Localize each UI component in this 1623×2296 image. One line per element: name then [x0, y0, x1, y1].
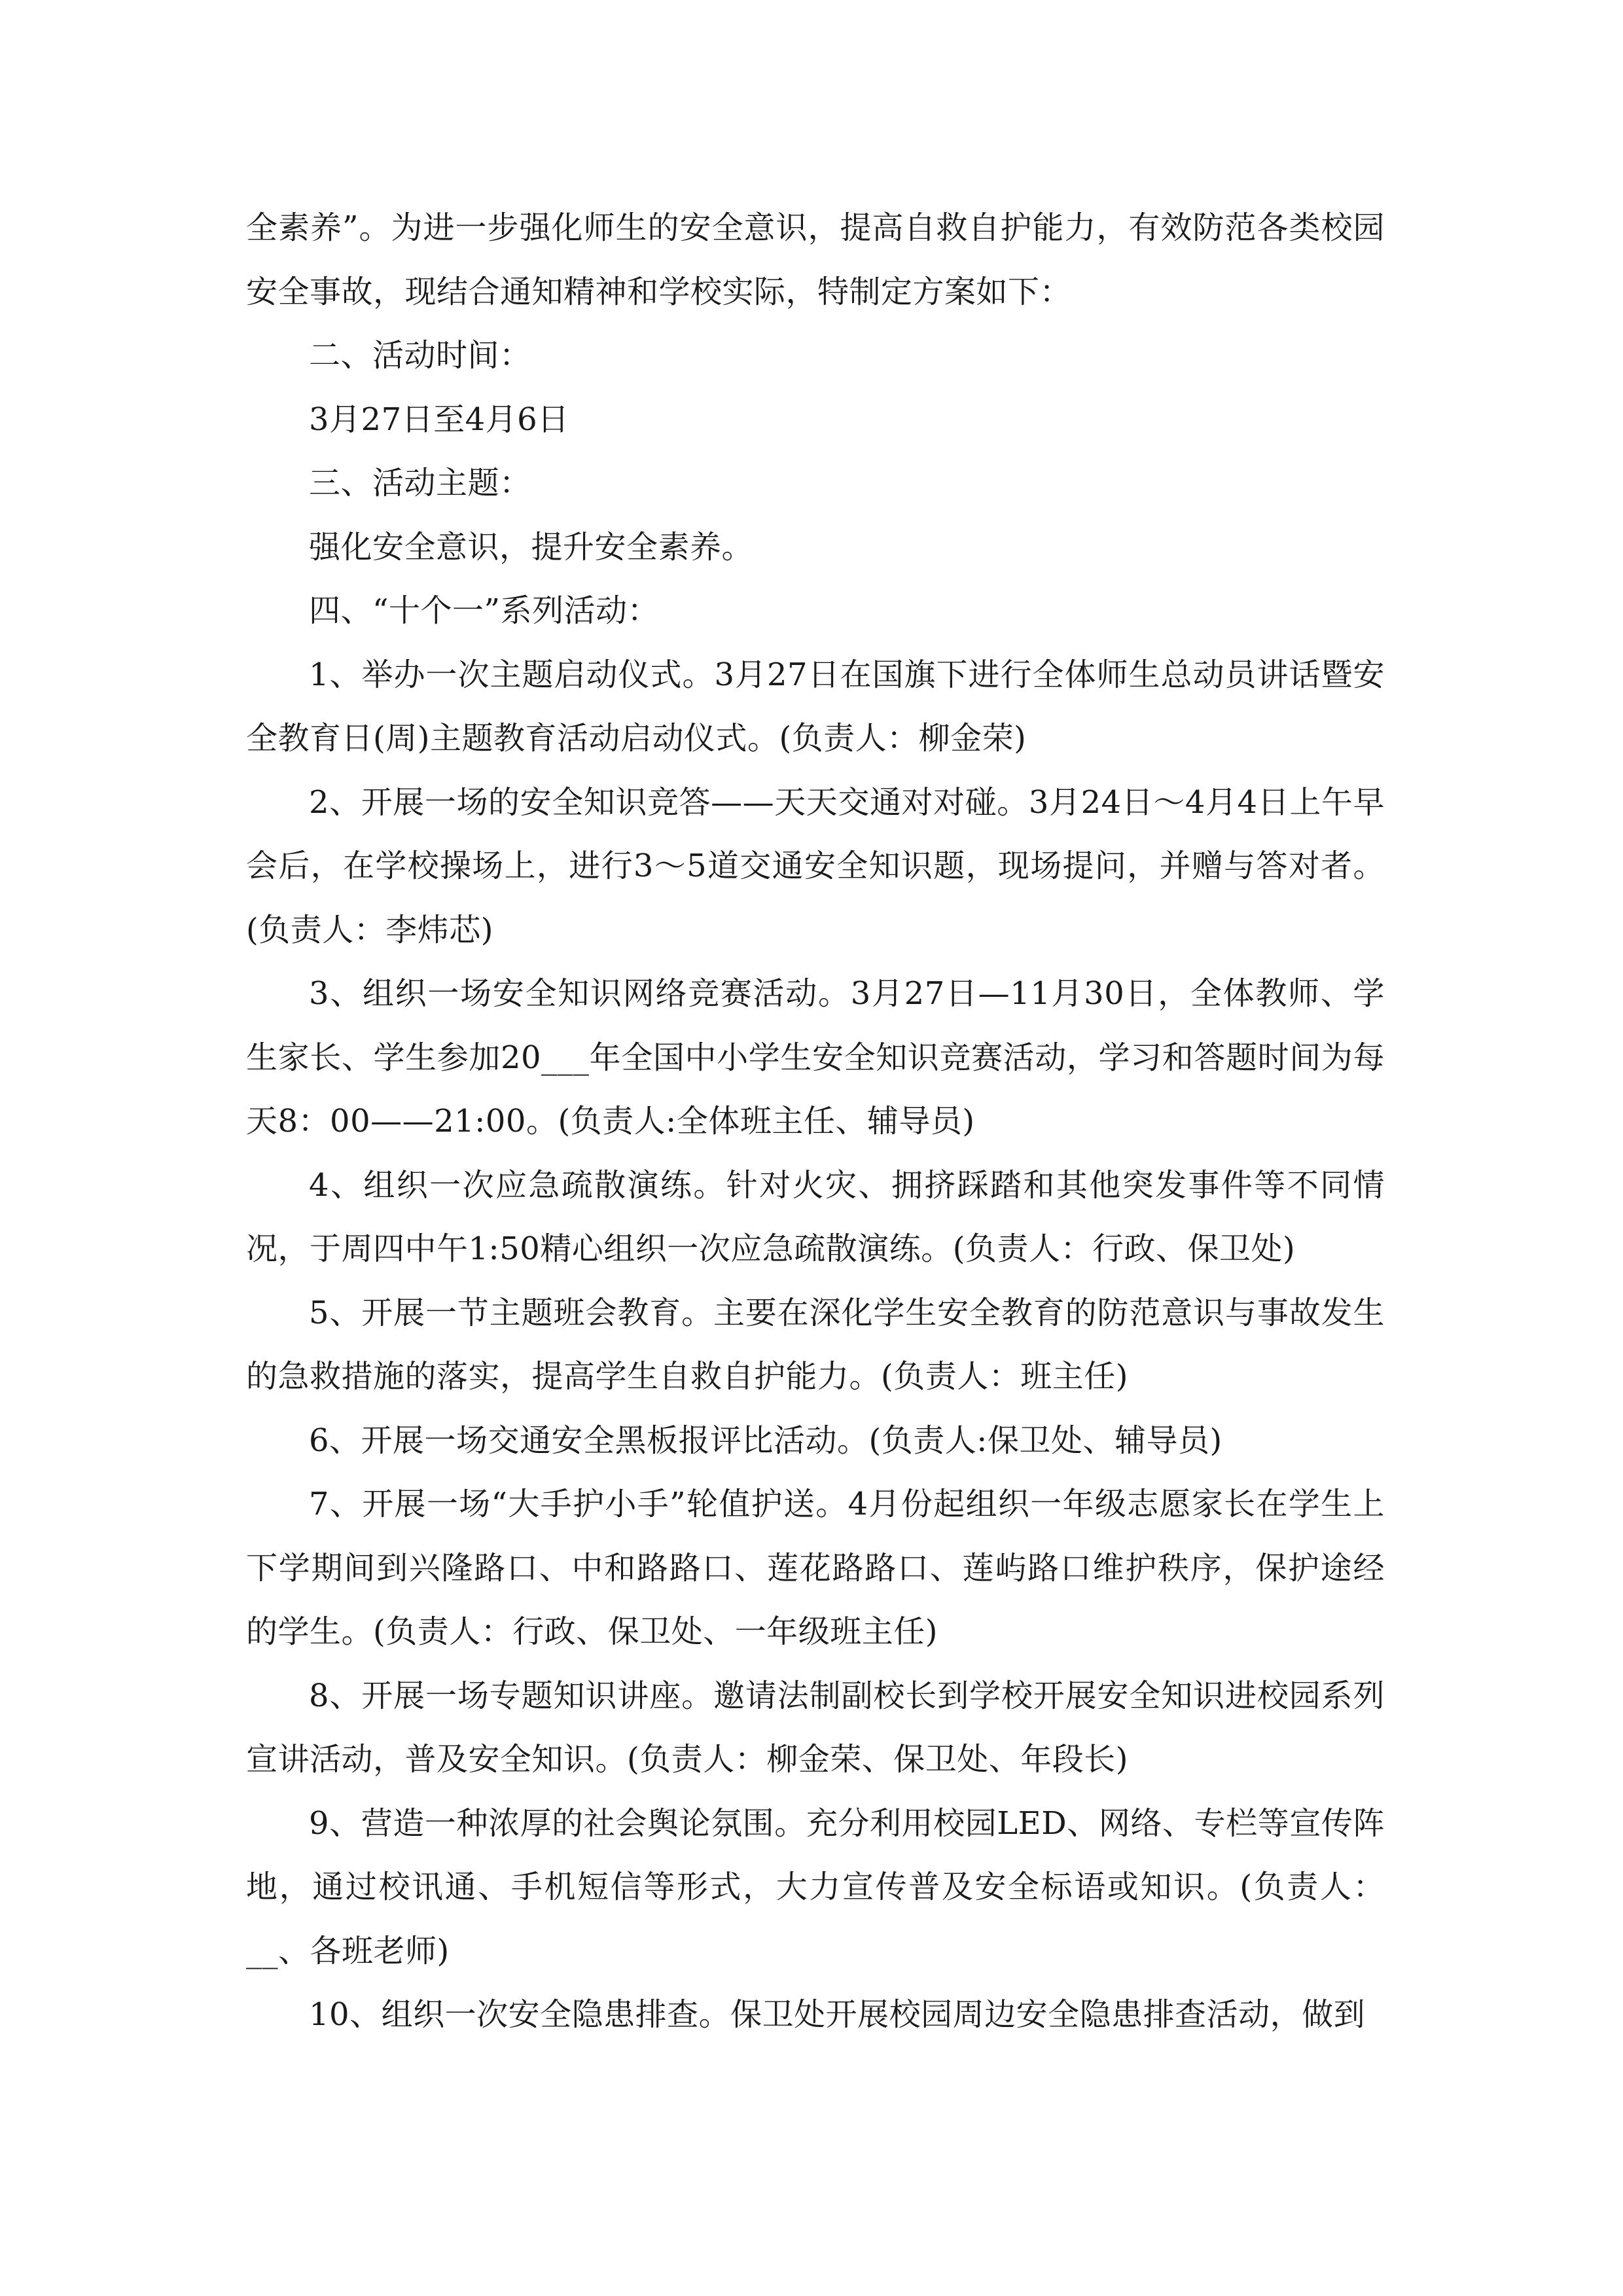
activity-item-2: 2、开展一场的安全知识竞答——天天交通对对碰。3月24日～4月4日上午早会后，在学校操场上，进行3～5道交通安全知识题，现场提问，并赠与答对者。(负责人：李炜芯) [246, 783, 1385, 948]
activity-item-10: 10、组织一次安全隐患排查。保卫处开展校园周边安全隐患排查活动，做到 [309, 1996, 1366, 2033]
document-body [246, 196, 1385, 2047]
activity-item-5: 5、开展一节主题班会教育。主要在深化学生安全教育的防范意识与事故发生的急救措施的落实，提高学生自救自护能力。(负责人：班主任) [246, 1294, 1385, 1395]
activity-item-6: 6、开展一场交通安全黑板报评比活动。(负责人:保卫处、辅导员) [309, 1422, 1222, 1459]
activity-item-7: 7、开展一场“大手护小手”轮值护送。4月份起组织一年级志愿家长在学生上下学期间到兴隆路口、中和路路口、莲花路路口、莲屿路口维护秩序，保护途经的学生。(负责人：行政、保卫处、一年级班主任) [246, 1486, 1385, 1650]
activity-item-1: 1、举办一次主题启动仪式。3月27日在国旗下进行全体师生总动员讲话暨安全教育日(周)主题教育活动启动仪式。(负责人：柳金荣) [246, 656, 1385, 757]
activity-theme-value: 强化安全意识，提升安全素养。 [309, 528, 754, 565]
paragraph-intro-continued: 全素养”。为进一步强化师生的安全意识，提高自救自护能力，有效防范各类校园安全事故，现结合通知精神和学校实际，特制定方案如下： [246, 209, 1385, 310]
activity-time-value: 3月27日至4月6日 [309, 401, 569, 438]
heading-activity-theme: 三、活动主题： [309, 465, 531, 501]
activity-item-3: 3、组织一场安全知识网络竞赛活动。3月27日—11月30日，全体教师、学生家长、学生参加20___年全国中小学生安全知识竞赛活动，学习和答题时间为每天8：00——21:00。(负责人:全体班主任、辅导员) [246, 975, 1385, 1139]
activity-item-9: 9、营造一种浓厚的社会舆论氛围。充分利用校园LED、网络、专栏等宣传阵地，通过校讯通、手机短信等形式，大力宣传普及安全标语或知识。(负责人：__、各班老师) [246, 1804, 1385, 1969]
activity-item-4: 4、组织一次应急疏散演练。针对火灾、拥挤踩踏和其他突发事件等不同情况，于周四中午1:50精心组织一次应急疏散演练。(负责人：行政、保卫处) [246, 1166, 1385, 1267]
activity-item-8: 8、开展一场专题知识讲座。邀请法制副校长到学校开展安全知识进校园系列宣讲活动，普及安全知识。(负责人：柳金荣、保卫处、年段长) [246, 1677, 1385, 1778]
heading-ten-activities: 四、“十个一”系列活动： [309, 592, 660, 629]
heading-activity-time: 二、活动时间： [309, 337, 531, 374]
